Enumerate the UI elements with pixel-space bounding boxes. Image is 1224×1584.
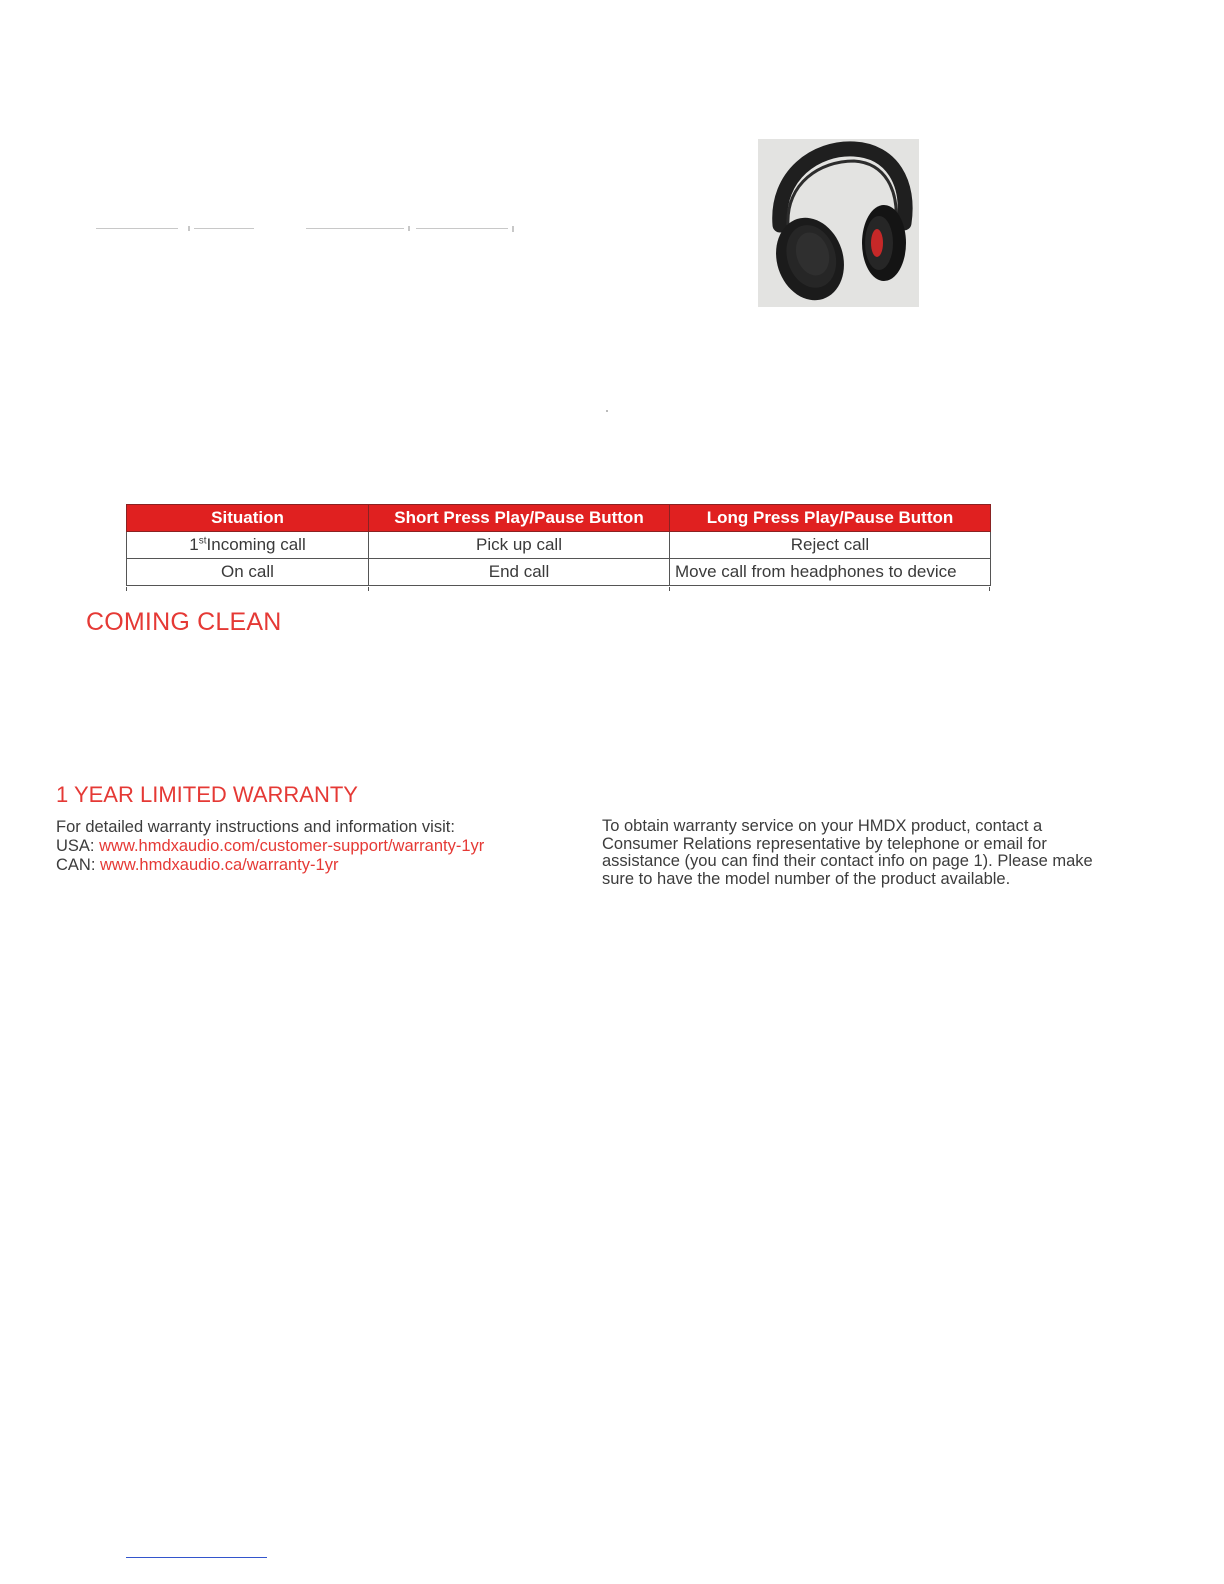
usa-label: USA: <box>56 837 100 855</box>
can-label: CAN: <box>56 856 101 874</box>
call-controls-table <box>126 504 991 586</box>
cell-short-press: End call <box>369 559 670 586</box>
scan-speck <box>606 410 608 412</box>
header-long-press: Long Press Play/Pause Button <box>670 505 991 532</box>
can-link-line <box>56 856 576 875</box>
footer-link-underline <box>126 1557 267 1558</box>
over-ear-headphones-icon <box>758 139 919 307</box>
warranty-links-block <box>56 818 576 875</box>
situation-text: Incoming call <box>206 535 306 554</box>
warranty-intro: For detailed warranty instructions and information visit: <box>56 818 455 836</box>
cell-situation <box>127 532 369 559</box>
table-row <box>127 559 991 586</box>
table-header-row <box>127 505 991 532</box>
table-cut-edge <box>126 587 990 591</box>
cell-situation: On call <box>127 559 369 586</box>
ordinal-number: 1 <box>189 535 199 554</box>
faint-text-artifact <box>96 226 516 232</box>
header-short-press: Short Press Play/Pause Button <box>369 505 670 532</box>
usa-warranty-link[interactable]: www.hmdxaudio.com/customer-support/warranty-1yr <box>99 837 485 855</box>
warranty-service-text: To obtain warranty service on your HMDX product, contact a Consumer Relations representative by telephone or email for assistance (you can find their contact info on page 1). Please make sure to have the model number of the product available. <box>602 817 1093 888</box>
cell-short-press: Pick up call <box>369 532 670 559</box>
can-warranty-link[interactable]: www.hmdxaudio.ca/warranty-1yr <box>100 856 339 874</box>
headphones-photo <box>758 139 919 307</box>
usa-link-line <box>56 837 576 856</box>
header-situation: Situation <box>127 505 369 532</box>
ordinal-suffix: st <box>198 535 207 547</box>
table-row <box>127 532 991 559</box>
coming-clean-heading: COMING CLEAN <box>86 608 282 636</box>
cell-long-press: Reject call <box>670 532 991 559</box>
cell-long-press: Move call from headphones to device <box>670 559 991 586</box>
warranty-heading: 1 YEAR LIMITED WARRANTY <box>56 782 358 807</box>
